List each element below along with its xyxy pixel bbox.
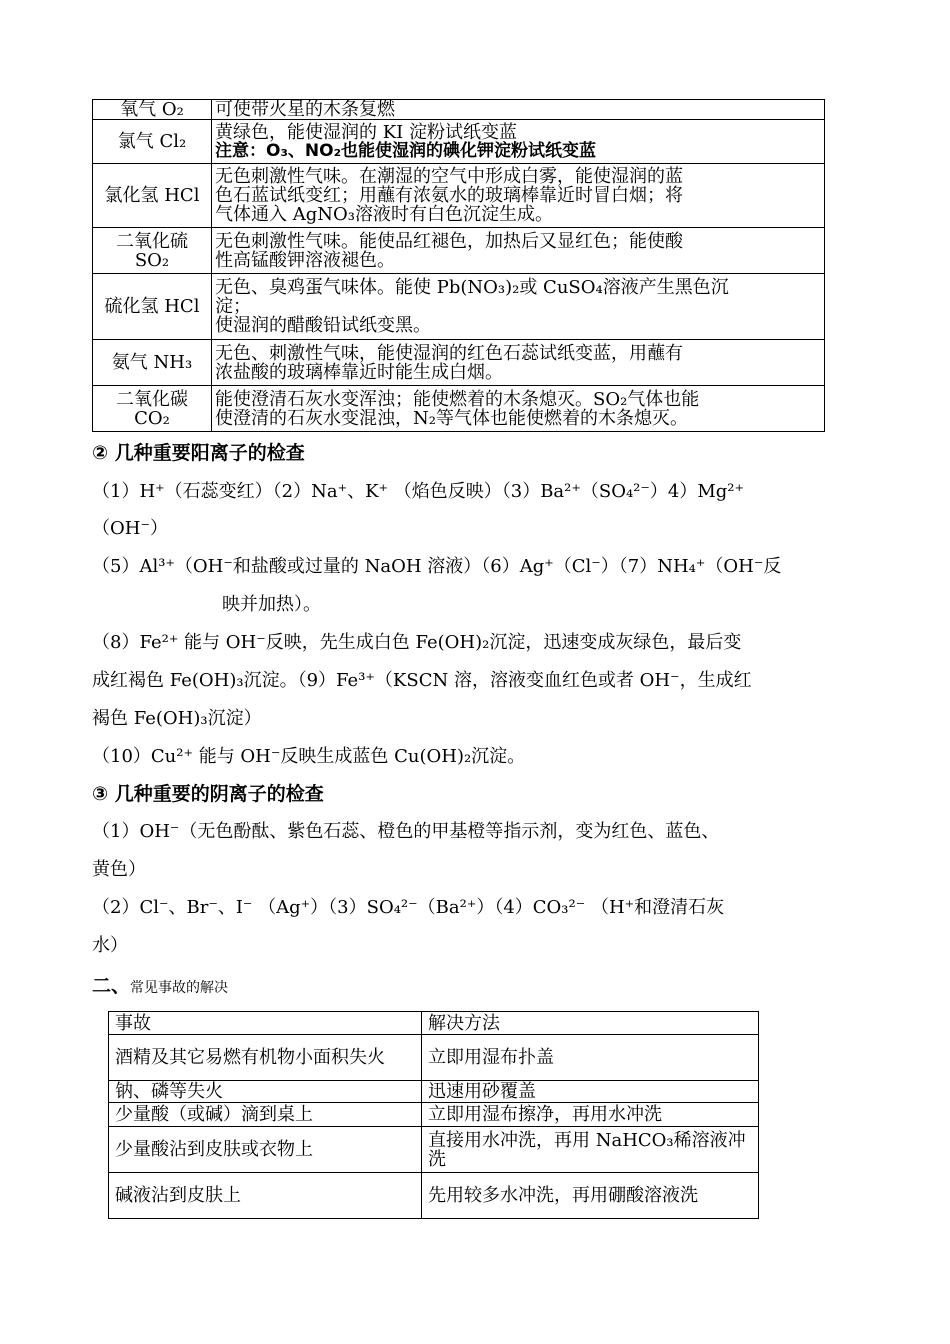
note-text: 注意：O₃、NO₂也能使湿润的碘化钾淀粉试纸变蓝	[215, 140, 597, 161]
cation-line: （5）Al³⁺（OH⁻和盐酸或过量的 NaOH 溶液）（6）Ag⁺（Cl⁻）（7）NH₄⁺（OH⁻反	[92, 556, 782, 577]
section-title: 常见事故的解决	[130, 980, 229, 996]
table-row	[109, 1173, 759, 1219]
accident-cell: 碱液沾到皮肤上	[109, 1173, 422, 1219]
gas-description: 无色、臭鸡蛋气味体。能使 Pb(NO₃)₂或 CuSO₄溶液产生黑色沉 淀； 使湿润的醋酸铅试纸变黑。	[212, 274, 825, 340]
cation-line: 成红褐色 Fe(OH)₃沉淀。（9）Fe³⁺（KSCN 溶，溶液变血红色或者 OH⁻，生成红	[92, 670, 752, 691]
section-heading	[92, 976, 228, 998]
gas-name: 氨气 NH₃	[93, 340, 212, 386]
gas-description: 无色、刺激性气味，能使湿润的红色石蕊试纸变蓝，用蘸有 浓盐酸的玻璃棒靠近时能生成白烟。	[212, 340, 825, 386]
gas-name: 二氧化碳 CO₂	[93, 386, 212, 432]
table-row	[93, 120, 825, 164]
gas-name: 氯化氢 HCl	[93, 164, 212, 228]
gas-name: 氧气 O₂	[93, 100, 212, 120]
column-header: 事故	[109, 1012, 422, 1035]
cation-line: （10）Cu²⁺ 能与 OH⁻反映生成蓝色 Cu(OH)₂沉淀。	[92, 746, 526, 767]
gas-name: 二氧化硫 SO₂	[93, 228, 212, 274]
cation-line: （OH⁻）	[92, 518, 168, 539]
table-row	[93, 340, 825, 386]
table-row	[93, 164, 825, 228]
cation-line: （8）Fe²⁺ 能与 OH⁻反映，先生成白色 Fe(OH)₂沉淀，迅速变成灰绿色，最后变	[92, 632, 742, 653]
accident-cell: 钠、磷等失火	[109, 1081, 422, 1103]
table-row	[93, 100, 825, 120]
table-row	[109, 1081, 759, 1103]
solution-cell: 立即用湿布擦净，再用水冲洗	[422, 1103, 759, 1127]
column-header: 解决方法	[422, 1012, 759, 1035]
cation-line: 映并加热）。	[222, 594, 321, 615]
cation-heading: ② 几种重要阳离子的检查	[92, 442, 305, 464]
table-row	[93, 228, 825, 274]
gas-description: 能使澄清石灰水变浑浊；能使燃着的木条熄灭。SO₂气体也能 使澄清的石灰水变混浊，N₂等气体也能使燃着的木条熄灭。	[212, 386, 825, 432]
anion-line: 黄色）	[92, 859, 146, 880]
solution-cell: 立即用湿布扑盖	[422, 1035, 759, 1081]
table-row	[109, 1103, 759, 1127]
table-row	[93, 274, 825, 340]
gas-name: 氯气 Cl₂	[93, 120, 212, 164]
table-header-row	[109, 1012, 759, 1035]
cation-line: （1）H⁺（石蕊变红）（2）Na⁺、K⁺ （焰色反映）（3）Ba²⁺（SO₄²⁻）4）Mg²⁺	[92, 481, 745, 502]
gas-description: 无色刺激性气味。能使品红褪色，加热后又显红色；能使酸 性高锰酸钾溶液褪色。	[212, 228, 825, 274]
anion-line: 水）	[92, 935, 128, 956]
table-row	[109, 1127, 759, 1173]
gas-name: 硫化氢 HCl	[93, 274, 212, 340]
solution-cell: 直接用水冲洗，再用 NaHCO₃稀溶液冲洗	[422, 1127, 759, 1173]
gas-test-table	[92, 99, 825, 432]
gas-description: 黄绿色，能使湿润的 KI 淀粉试纸变蓝 注意：O₃、NO₂也能使湿润的碘化钾淀粉试纸变蓝	[212, 120, 825, 164]
solution-cell: 迅速用砂覆盖	[422, 1081, 759, 1103]
gas-description: 可使带火星的木条复燃	[212, 100, 825, 120]
accident-cell: 少量酸沾到皮肤或衣物上	[109, 1127, 422, 1173]
accident-cell: 酒精及其它易燃有机物小面积失火	[109, 1035, 422, 1081]
cation-line: 褐色 Fe(OH)₃沉淀）	[92, 708, 262, 729]
solution-cell: 先用较多水冲洗，再用硼酸溶液洗	[422, 1173, 759, 1219]
section-number: 二、	[92, 975, 131, 997]
gas-description: 无色刺激性气味。在潮湿的空气中形成白雾，能使湿润的蓝 色石蓝试纸变红；用蘸有浓氨水的玻璃棒靠近时冒白烟；将 气体通入 AgNO₃溶液时有白色沉淀生成。	[212, 164, 825, 228]
accident-cell: 少量酸（或碱）滴到桌上	[109, 1103, 422, 1127]
anion-line: （1）OH⁻（无色酚酞、紫色石蕊、橙色的甲基橙等指示剂，变为红色、蓝色、	[92, 821, 720, 842]
table-row	[109, 1035, 759, 1081]
anion-line: （2）Cl⁻、Br⁻、I⁻ （Ag⁺）（3）SO₄²⁻（Ba²⁺）（4）CO₃²⁻ （H⁺和澄清石灰	[92, 897, 725, 918]
table-row	[93, 386, 825, 432]
anion-heading: ③ 几种重要的阴离子的检查	[92, 783, 324, 805]
accident-table	[108, 1011, 759, 1219]
